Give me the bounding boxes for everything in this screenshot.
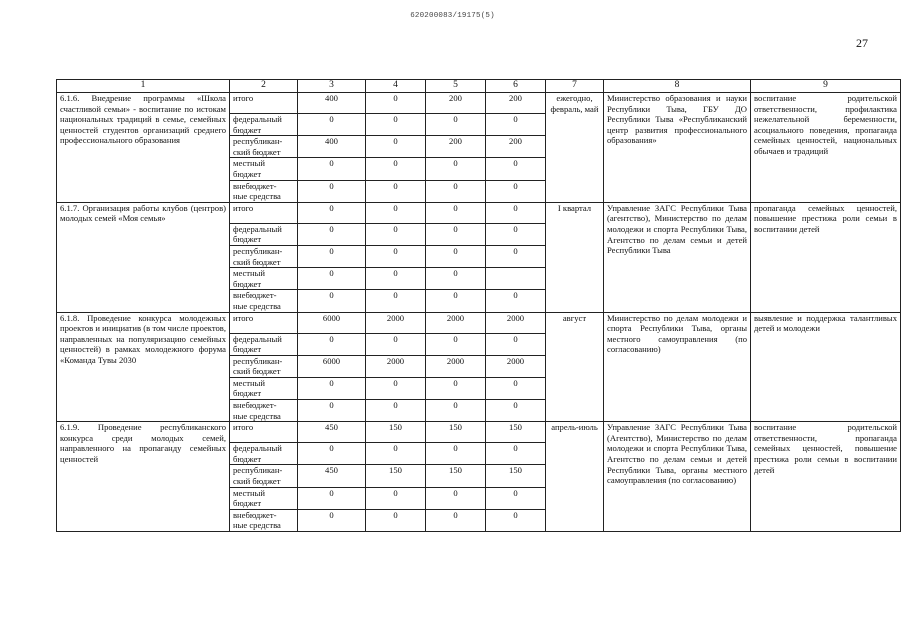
executor: Министерство образования и науки Республики Тыва, ГБУ ДО Республики Тыва «Республиканский центр развития профессионального образования»: [604, 93, 751, 203]
funding-value: 200: [426, 136, 486, 158]
col-header: 7: [546, 80, 604, 93]
funding-source-label: республикан- ский бюджет: [230, 136, 298, 158]
expected-result: выявление и поддержка талантливых детей и молодежи: [751, 312, 901, 422]
funding-value: 0: [486, 202, 546, 223]
funding-source-label: местный бюджет: [230, 158, 298, 180]
funding-value: 0: [366, 509, 426, 531]
table-row: [57, 202, 901, 223]
funding-value: 0: [366, 180, 426, 202]
header-row: [57, 80, 901, 93]
col-header: 1: [57, 80, 230, 93]
funding-value: 0: [366, 290, 426, 312]
col-header: 6: [486, 80, 546, 93]
table-body: [57, 93, 901, 532]
funding-value: 150: [486, 422, 546, 443]
measure-name: 6.1.6. Внедрение программы «Школа счастливой семьи» - воспитание по истокам национальных традиций в семье, семейных ценностей студентов организаций среднего профессионального образования: [57, 93, 230, 203]
expected-result: пропаганда семейных ценностей, повышение престижа роли семьи в воспитании детей: [751, 202, 901, 312]
period: ежегодно, февраль, май: [546, 93, 604, 203]
funding-value: 0: [486, 180, 546, 202]
funding-value: 0: [426, 114, 486, 136]
executor: Управление ЗАГС Республики Тыва (Агентство), Министерство по делам молодежи и спорта Республики Тыва, Агентство по делам семьи и детей Республики Тыва, органы местного самоуправления (по согласованию): [604, 422, 751, 532]
col-header: 4: [366, 80, 426, 93]
funding-value: 0: [366, 443, 426, 465]
funding-source-label: внебюджет- ные средства: [230, 400, 298, 422]
funding-value: 0: [426, 223, 486, 245]
funding-value: 0: [366, 245, 426, 267]
funding-value: 0: [366, 487, 426, 509]
funding-source-label: республикан- ский бюджет: [230, 465, 298, 487]
funding-source-label: федеральный бюджет: [230, 443, 298, 465]
funding-value: 0: [426, 400, 486, 422]
funding-value: 150: [366, 422, 426, 443]
period: август: [546, 312, 604, 422]
col-header: 9: [751, 80, 901, 93]
funding-value: 0: [298, 268, 366, 290]
funding-value: 0: [426, 180, 486, 202]
funding-value: 6000: [298, 312, 366, 333]
funding-value: 0: [426, 158, 486, 180]
funding-value: 450: [298, 422, 366, 443]
document-id: 620200083/19175(5): [410, 12, 495, 20]
funding-value: 0: [298, 377, 366, 399]
funding-value: 2000: [426, 355, 486, 377]
funding-value: 0: [426, 487, 486, 509]
funding-source-label: федеральный бюджет: [230, 223, 298, 245]
funding-source-label: итого: [230, 422, 298, 443]
funding-value: 0: [486, 290, 546, 312]
executor: Министерство по делам молодежи и спорта Республики Тыва, органы местного самоуправления (по согласованию): [604, 312, 751, 422]
funding-value: 0: [486, 443, 546, 465]
funding-value: 0: [426, 333, 486, 355]
funding-source-label: республикан- ский бюджет: [230, 245, 298, 267]
funding-value: 2000: [366, 312, 426, 333]
funding-value: 0: [486, 333, 546, 355]
funding-value: 0: [486, 400, 546, 422]
funding-source-label: местный бюджет: [230, 377, 298, 399]
funding-source-label: внебюджет- ные средства: [230, 290, 298, 312]
measure-name: 6.1.7. Организация работы клубов (центров) молодых семей «Моя семья»: [57, 202, 230, 312]
period: апрель-июль: [546, 422, 604, 532]
funding-value: 0: [298, 509, 366, 531]
page-number: 27: [856, 36, 868, 50]
funding-source-label: федеральный бюджет: [230, 114, 298, 136]
funding-value: 0: [366, 268, 426, 290]
funding-value: 2000: [426, 312, 486, 333]
funding-value: 0: [486, 377, 546, 399]
funding-value: 0: [486, 487, 546, 509]
table-row: [57, 93, 901, 114]
funding-value: 0: [366, 136, 426, 158]
expected-result: воспитание родительской ответственности, профилактика нежелательной беременности, асоциального поведения, пропаганда семейных ценностей, национальных обычаев и традиций: [751, 93, 901, 203]
funding-value: 450: [298, 465, 366, 487]
funding-source-label: внебюджет- ные средства: [230, 180, 298, 202]
funding-value: 0: [298, 114, 366, 136]
funding-value: 0: [366, 333, 426, 355]
funding-value: 0: [298, 290, 366, 312]
col-header: 5: [426, 80, 486, 93]
col-header: 8: [604, 80, 751, 93]
funding-value: 0: [426, 443, 486, 465]
funding-value: 0: [298, 158, 366, 180]
funding-value: 0: [298, 400, 366, 422]
funding-source-label: местный бюджет: [230, 268, 298, 290]
funding-value: 0: [298, 443, 366, 465]
funding-source-label: внебюджет- ные средства: [230, 509, 298, 531]
funding-value: 0: [486, 114, 546, 136]
funding-value: 0: [298, 333, 366, 355]
funding-value: 0: [298, 245, 366, 267]
funding-value: 0: [366, 223, 426, 245]
funding-value: 0: [366, 202, 426, 223]
measure-name: 6.1.9. Проведение республиканского конкурса среди молодых семей, направленного на пропаганду семейных ценностей: [57, 422, 230, 532]
funding-value: 2000: [366, 355, 426, 377]
col-header: 3: [298, 80, 366, 93]
col-header: 2: [230, 80, 298, 93]
funding-value: 0: [366, 400, 426, 422]
funding-value: 0: [426, 290, 486, 312]
table-row: [57, 312, 901, 333]
funding-source-label: республикан- ский бюджет: [230, 355, 298, 377]
funding-source-label: итого: [230, 202, 298, 223]
funding-source-label: федеральный бюджет: [230, 333, 298, 355]
funding-value: 150: [426, 465, 486, 487]
funding-value: 150: [426, 422, 486, 443]
funding-value: 0: [426, 202, 486, 223]
funding-source-label: итого: [230, 93, 298, 114]
funding-value: 2000: [486, 312, 546, 333]
funding-value: 0: [426, 509, 486, 531]
funding-value: [486, 268, 546, 290]
funding-value: 0: [298, 202, 366, 223]
funding-value: 0: [366, 377, 426, 399]
table-row: [57, 422, 901, 443]
funding-value: 150: [486, 465, 546, 487]
funding-value: 200: [486, 93, 546, 114]
funding-value: 0: [486, 245, 546, 267]
funding-value: 0: [486, 158, 546, 180]
funding-value: 0: [426, 377, 486, 399]
funding-value: 0: [298, 180, 366, 202]
funding-value: 150: [366, 465, 426, 487]
measure-name: 6.1.8. Проведение конкурса молодежных проектов и инициатив (в том числе проектов, направленных на популяризацию семейных ценностей) в рамках молодежного форума «Команда Тувы 2030: [57, 312, 230, 422]
funding-value: 0: [366, 93, 426, 114]
funding-value: 400: [298, 93, 366, 114]
expected-result: воспитание родительской ответственности, пропаганда семейных ценностей, повышение престижа роли семьи в воспитании детей: [751, 422, 901, 532]
funding-value: 2000: [486, 355, 546, 377]
period: I квартал: [546, 202, 604, 312]
measures-table: [56, 79, 901, 532]
executor: Управление ЗАГС Республики Тыва (агентство), Министерство по делам молодежи и спорта Республики Тыва, Агентство по делам семьи и детей Республики Тыва: [604, 202, 751, 312]
funding-value: 0: [486, 223, 546, 245]
funding-source-label: местный бюджет: [230, 487, 298, 509]
funding-value: 0: [298, 487, 366, 509]
funding-source-label: итого: [230, 312, 298, 333]
funding-value: 0: [366, 158, 426, 180]
funding-value: 400: [298, 136, 366, 158]
funding-value: 200: [426, 93, 486, 114]
funding-value: 200: [486, 136, 546, 158]
funding-value: 0: [426, 245, 486, 267]
funding-value: 0: [426, 268, 486, 290]
funding-value: 0: [366, 114, 426, 136]
funding-value: 0: [486, 509, 546, 531]
funding-value: 6000: [298, 355, 366, 377]
funding-value: 0: [298, 223, 366, 245]
